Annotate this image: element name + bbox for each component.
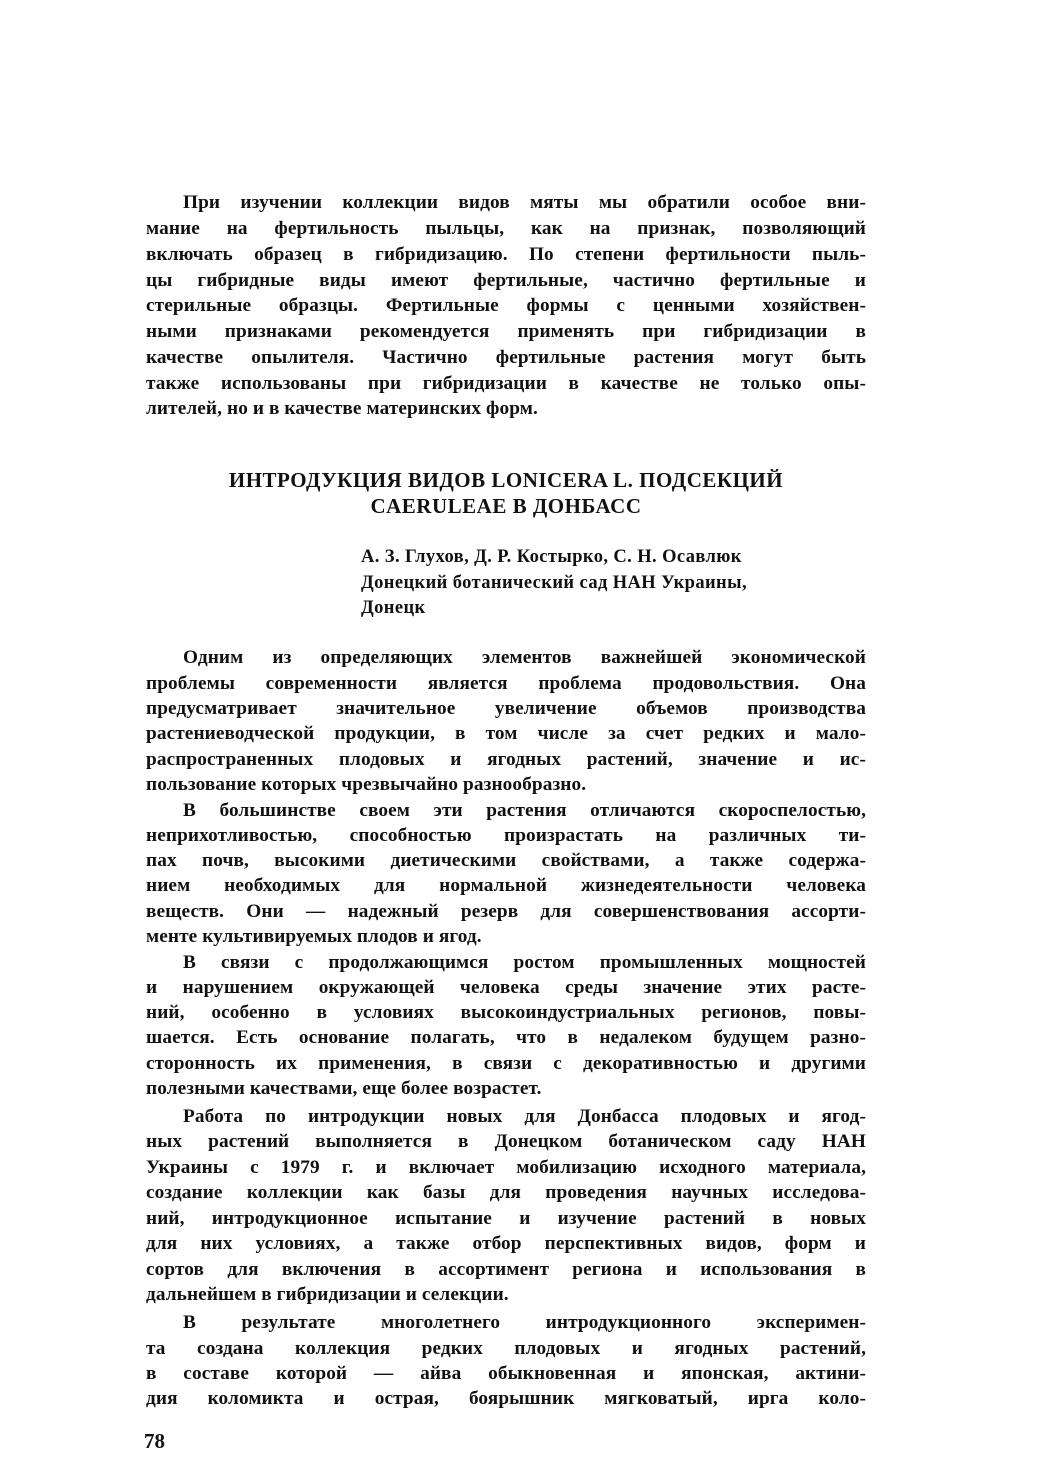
text-line: В связи с продолжающимся ростом промышленных мощностей — [183, 952, 866, 973]
text-line: включать образец в гибридизацию. По степени фертильности пыль- — [146, 244, 866, 265]
text-line: и нарушением окружающей человека среды значение этих расте- — [146, 977, 866, 998]
text-line: сторонность их применения, в связи с декоративностью и другими — [146, 1053, 866, 1074]
text-line: веществ. Они — надежный резерв для совершенствования ассорти- — [146, 901, 866, 922]
text-line: качестве опылителя. Частично фертильные растения могут быть — [146, 347, 866, 368]
text-line: цы гибридные виды имеют фертильные, частично фертильные и — [146, 270, 866, 291]
text-line: та создана коллекция редких плодовых и ягодных растений, — [146, 1338, 866, 1359]
text-line: предусматривает значительное увеличение объемов производства — [146, 698, 866, 719]
text-line: пользование которых чрезвычайно разнообразно. — [146, 774, 587, 795]
text-line: неприхотливостью, способностью произрастать на различных ти- — [146, 825, 866, 846]
article-authors: А. З. Глухов, Д. Р. Костырко, С. Н. Осавлюк — [361, 547, 742, 567]
text-line: нием необходимых для нормальной жизнедеятельности человека — [146, 875, 866, 896]
text-line: дальнейшем в гибридизации и селекции. — [146, 1284, 509, 1305]
text-line: Работа по интродукции новых для Донбасса плодовых и ягод- — [183, 1106, 866, 1127]
text-line: ных растений выполняется в Донецком ботаническом саду НАН — [146, 1131, 866, 1152]
text-line: В результате многолетнего интродукционного эксперимен- — [183, 1312, 866, 1333]
text-line: менте культивируемых плодов и ягод. — [146, 926, 482, 947]
text-line: В большинстве своем эти растения отличаются скороспелостью, — [183, 800, 866, 821]
text-line: ными признаками рекомендуется применять при гибридизации в — [146, 321, 866, 342]
text-line: распространенных плодовых и ягодных растений, значение и ис- — [146, 749, 866, 770]
text-line: проблемы современности является проблема продовольствия. Она — [146, 673, 866, 694]
text-line: мание на фертильность пыльцы, как на признак, позволяющий — [146, 218, 866, 239]
text-line: полезными качествами, еще более возрастет. — [146, 1078, 542, 1099]
text-line: для них условиях, а также отбор перспективных видов, форм и — [146, 1233, 866, 1254]
text-line: также использованы при гибридизации в качестве не только опы- — [146, 373, 866, 394]
text-line: Одним из определяющих элементов важнейшей экономической — [183, 647, 866, 668]
text-line: растениеводческой продукции, в том числе за счет редких и мало- — [146, 723, 866, 744]
text-line: пах почв, высокими диетическими свойствами, а также содержа- — [146, 850, 866, 871]
text-line: ний, особенно в условиях высокоиндустриальных регионов, повы- — [146, 1002, 866, 1023]
text-line: сортов для включения в ассортимент региона и использования в — [146, 1259, 866, 1280]
text-line: в составе которой — айва обыкновенная и японская, актини- — [146, 1363, 866, 1384]
text-line: дия коломикта и острая, боярышник мягковатый, ирга коло- — [146, 1388, 866, 1409]
text-line: Украины с 1979 г. и включает мобилизацию исходного материала, — [146, 1157, 866, 1178]
text-line: стерильные образцы. Фертильные формы с ценными хозяйствен- — [146, 295, 866, 316]
page-number: 78 — [144, 1429, 165, 1453]
article-institution: Донецкий ботанический сад НАН Украины, — [361, 573, 747, 593]
article-city: Донецк — [361, 598, 426, 618]
text-line: ний, интродукционное испытание и изучение растений в новых — [146, 1208, 866, 1229]
text-line: При изучении коллекции видов мяты мы обратили особое вни- — [183, 192, 866, 213]
text-line: лителей, но и в качестве материнских форм. — [146, 398, 538, 419]
text-line: создание коллекции как базы для проведения научных исследова- — [146, 1182, 866, 1203]
article-title-line-1: ИНТРОДУКЦИЯ ВИДОВ LONICERA L. ПОДСЕКЦИЙ — [228, 468, 784, 492]
text-line: шается. Есть основание полагать, что в недалеком будущем разно- — [146, 1027, 866, 1048]
article-title-line-2: CAERULEAE В ДОНБАСС — [370, 494, 642, 518]
